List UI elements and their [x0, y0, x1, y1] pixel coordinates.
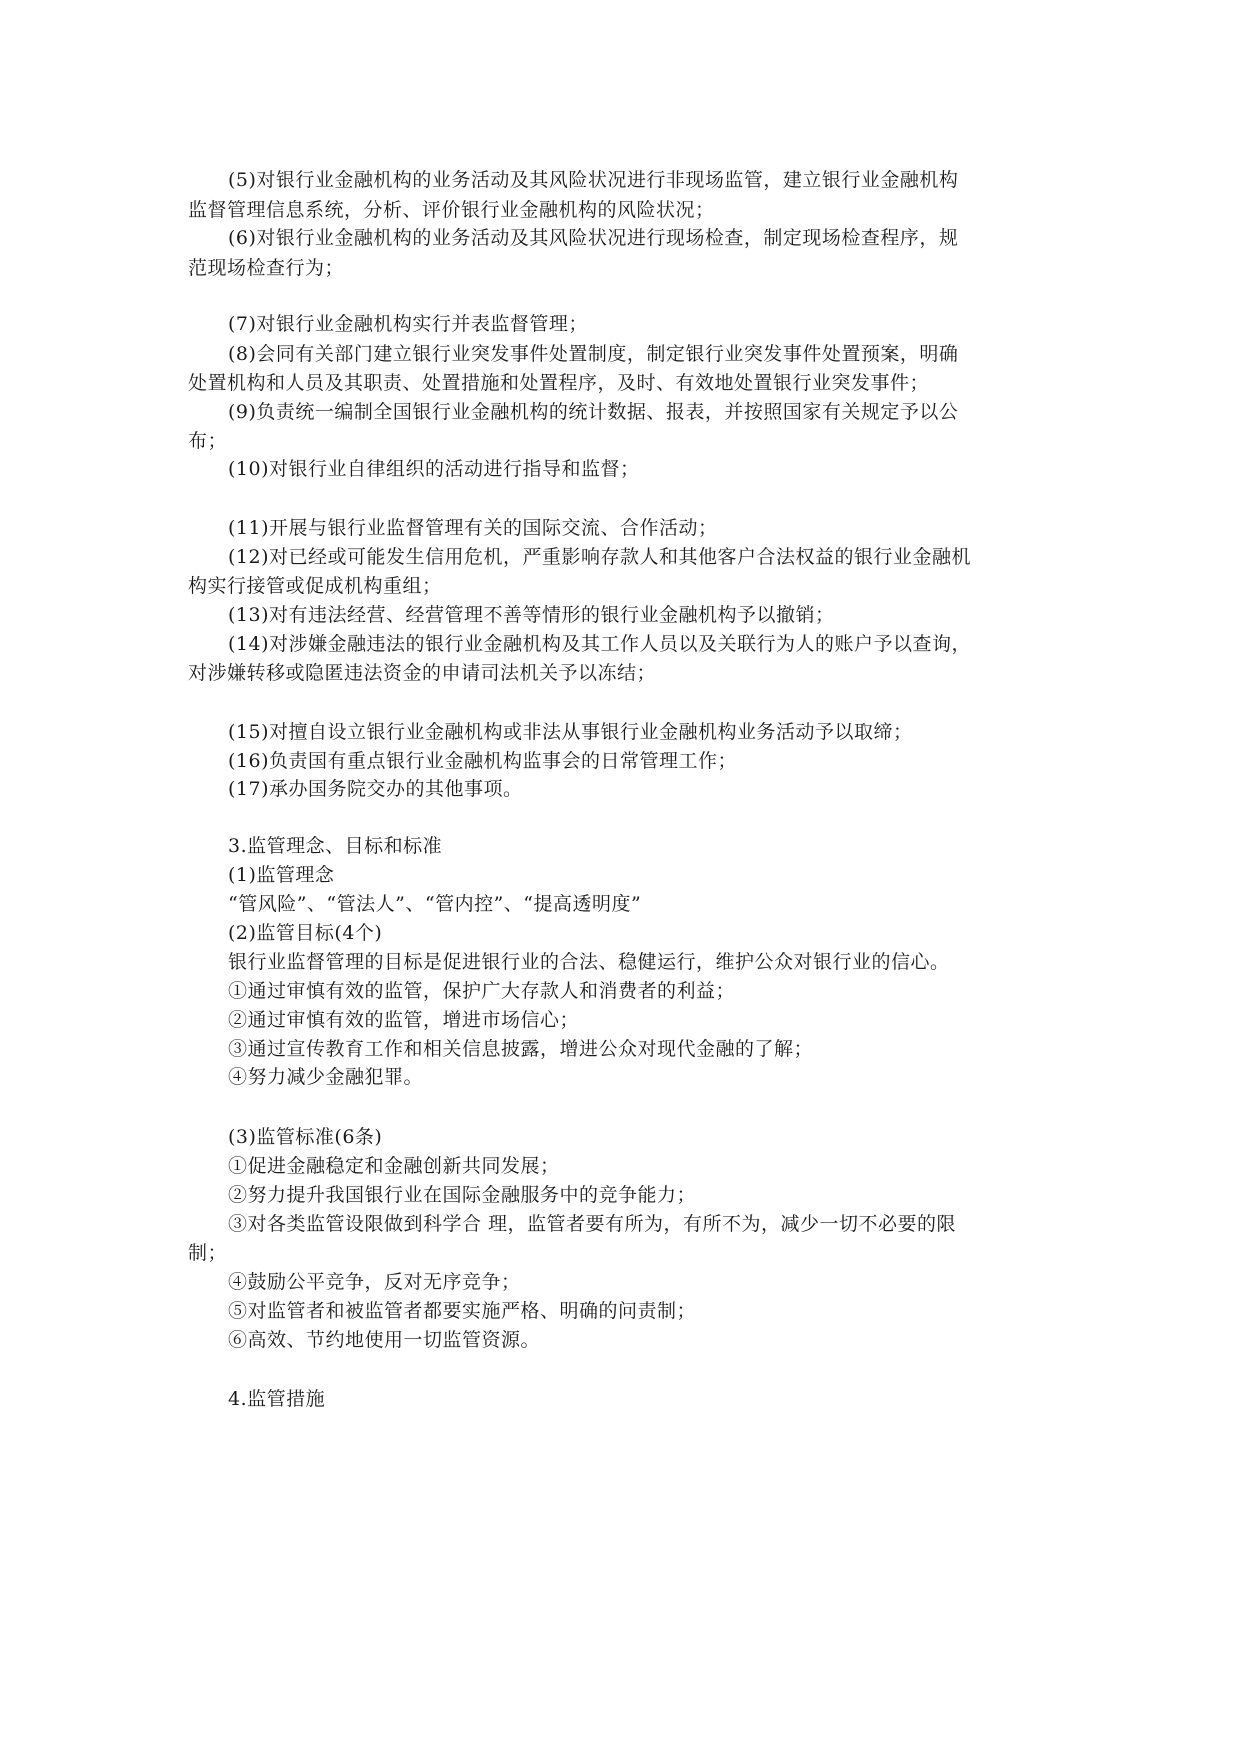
list-item: (14)对涉嫌金融违法的银行业金融机构及其工作人员以及关联行为人的账户予以查询，	[228, 633, 972, 655]
philosophy-text: “管风险”、“管法人”、“管内控”、“提高透明度”	[228, 893, 642, 915]
list-item: (15)对擅自设立银行业金融机构或非法从事银行业金融机构业务活动予以取缔；	[228, 721, 913, 743]
goal-item: ②通过审慎有效的监管，增进市场信心；	[228, 1009, 580, 1031]
list-item: (9)负责统一编制全国银行业金融机构的统计数据、报表，并按照国家有关规定予以公	[228, 401, 959, 423]
goal-item: ①通过审慎有效的监管，保护广大存款人和消费者的利益；	[228, 980, 736, 1002]
list-item: (11)开展与银行业监督管理有关的国际交流、合作活动；	[228, 517, 718, 539]
section-heading: 4.监管措施	[228, 1388, 326, 1410]
list-item: (13)对有违法经营、经营管理不善等情形的银行业金融机构予以撤销；	[228, 604, 835, 626]
list-item: (7)对银行业金融机构实行并表监督管理；	[228, 313, 588, 335]
list-item-continuation: 监督管理信息系统，分析、评价银行业金融机构的风险状况；	[188, 199, 715, 221]
list-item: (12)对已经或可能发生信用危机，严重影响存款人和其他客户合法权益的银行业金融机	[228, 546, 972, 568]
list-item: (8)会同有关部门建立银行业突发事件处置制度，制定银行业突发事件处置预案，明确	[228, 343, 959, 365]
standard-item: ②努力提升我国银行业在国际金融服务中的竞争能力；	[228, 1184, 697, 1206]
section-heading: 3.监管理念、目标和标准	[228, 835, 443, 857]
goal-item: ④努力减少金融犯罪。	[228, 1066, 424, 1088]
standard-item-continuation: 制；	[188, 1242, 228, 1264]
goals-intro: 银行业监督管理的目标是促进银行业的合法、稳健运行，维护公众对银行业的信心。	[228, 951, 950, 973]
list-item-continuation: 范现场检查行为；	[188, 257, 345, 279]
list-item-continuation: 布；	[188, 430, 228, 452]
subsection-title: (3)监管标准(6条)	[228, 1126, 383, 1148]
standard-item: ③对各类监管设限做到科学合 理，监管者要有所为，有所不为，减少一切不必要的限	[228, 1213, 957, 1235]
list-item: (5)对银行业金融机构的业务活动及其风险状况进行非现场监管，建立银行业金融机构	[228, 169, 959, 191]
standard-item: ①促进金融稳定和金融创新共同发展；	[228, 1155, 560, 1177]
list-item-continuation: 处置机构和人员及其职责、处置措施和处置程序，及时、有效地处置银行业突发事件；	[188, 372, 930, 394]
standard-item: ⑥高效、节约地使用一切监管资源。	[228, 1329, 541, 1351]
standard-item: ④鼓励公平竞争，反对无序竞争；	[228, 1271, 521, 1293]
list-item: (17)承办国务院交办的其他事项。	[228, 778, 523, 800]
list-item-continuation: 对涉嫌转移或隐匿违法资金的申请司法机关予以冻结；	[188, 662, 657, 684]
list-item: (16)负责国有重点银行业金融机构监事会的日常管理工作；	[228, 750, 738, 772]
list-item: (6)对银行业金融机构的业务活动及其风险状况进行现场检查，制定现场检查程序，规	[228, 227, 959, 249]
list-item: (10)对银行业自律组织的活动进行指导和监督；	[228, 458, 640, 480]
subsection-title: (1)监管理念	[228, 864, 335, 886]
standard-item: ⑤对监管者和被监管者都要实施严格、明确的问责制；	[228, 1300, 697, 1322]
subsection-title: (2)监管目标(4个)	[228, 922, 383, 944]
list-item-continuation: 构实行接管或促成机构重组；	[188, 575, 442, 597]
goal-item: ③通过宣传教育工作和相关信息披露，增进公众对现代金融的了解；	[228, 1038, 814, 1060]
